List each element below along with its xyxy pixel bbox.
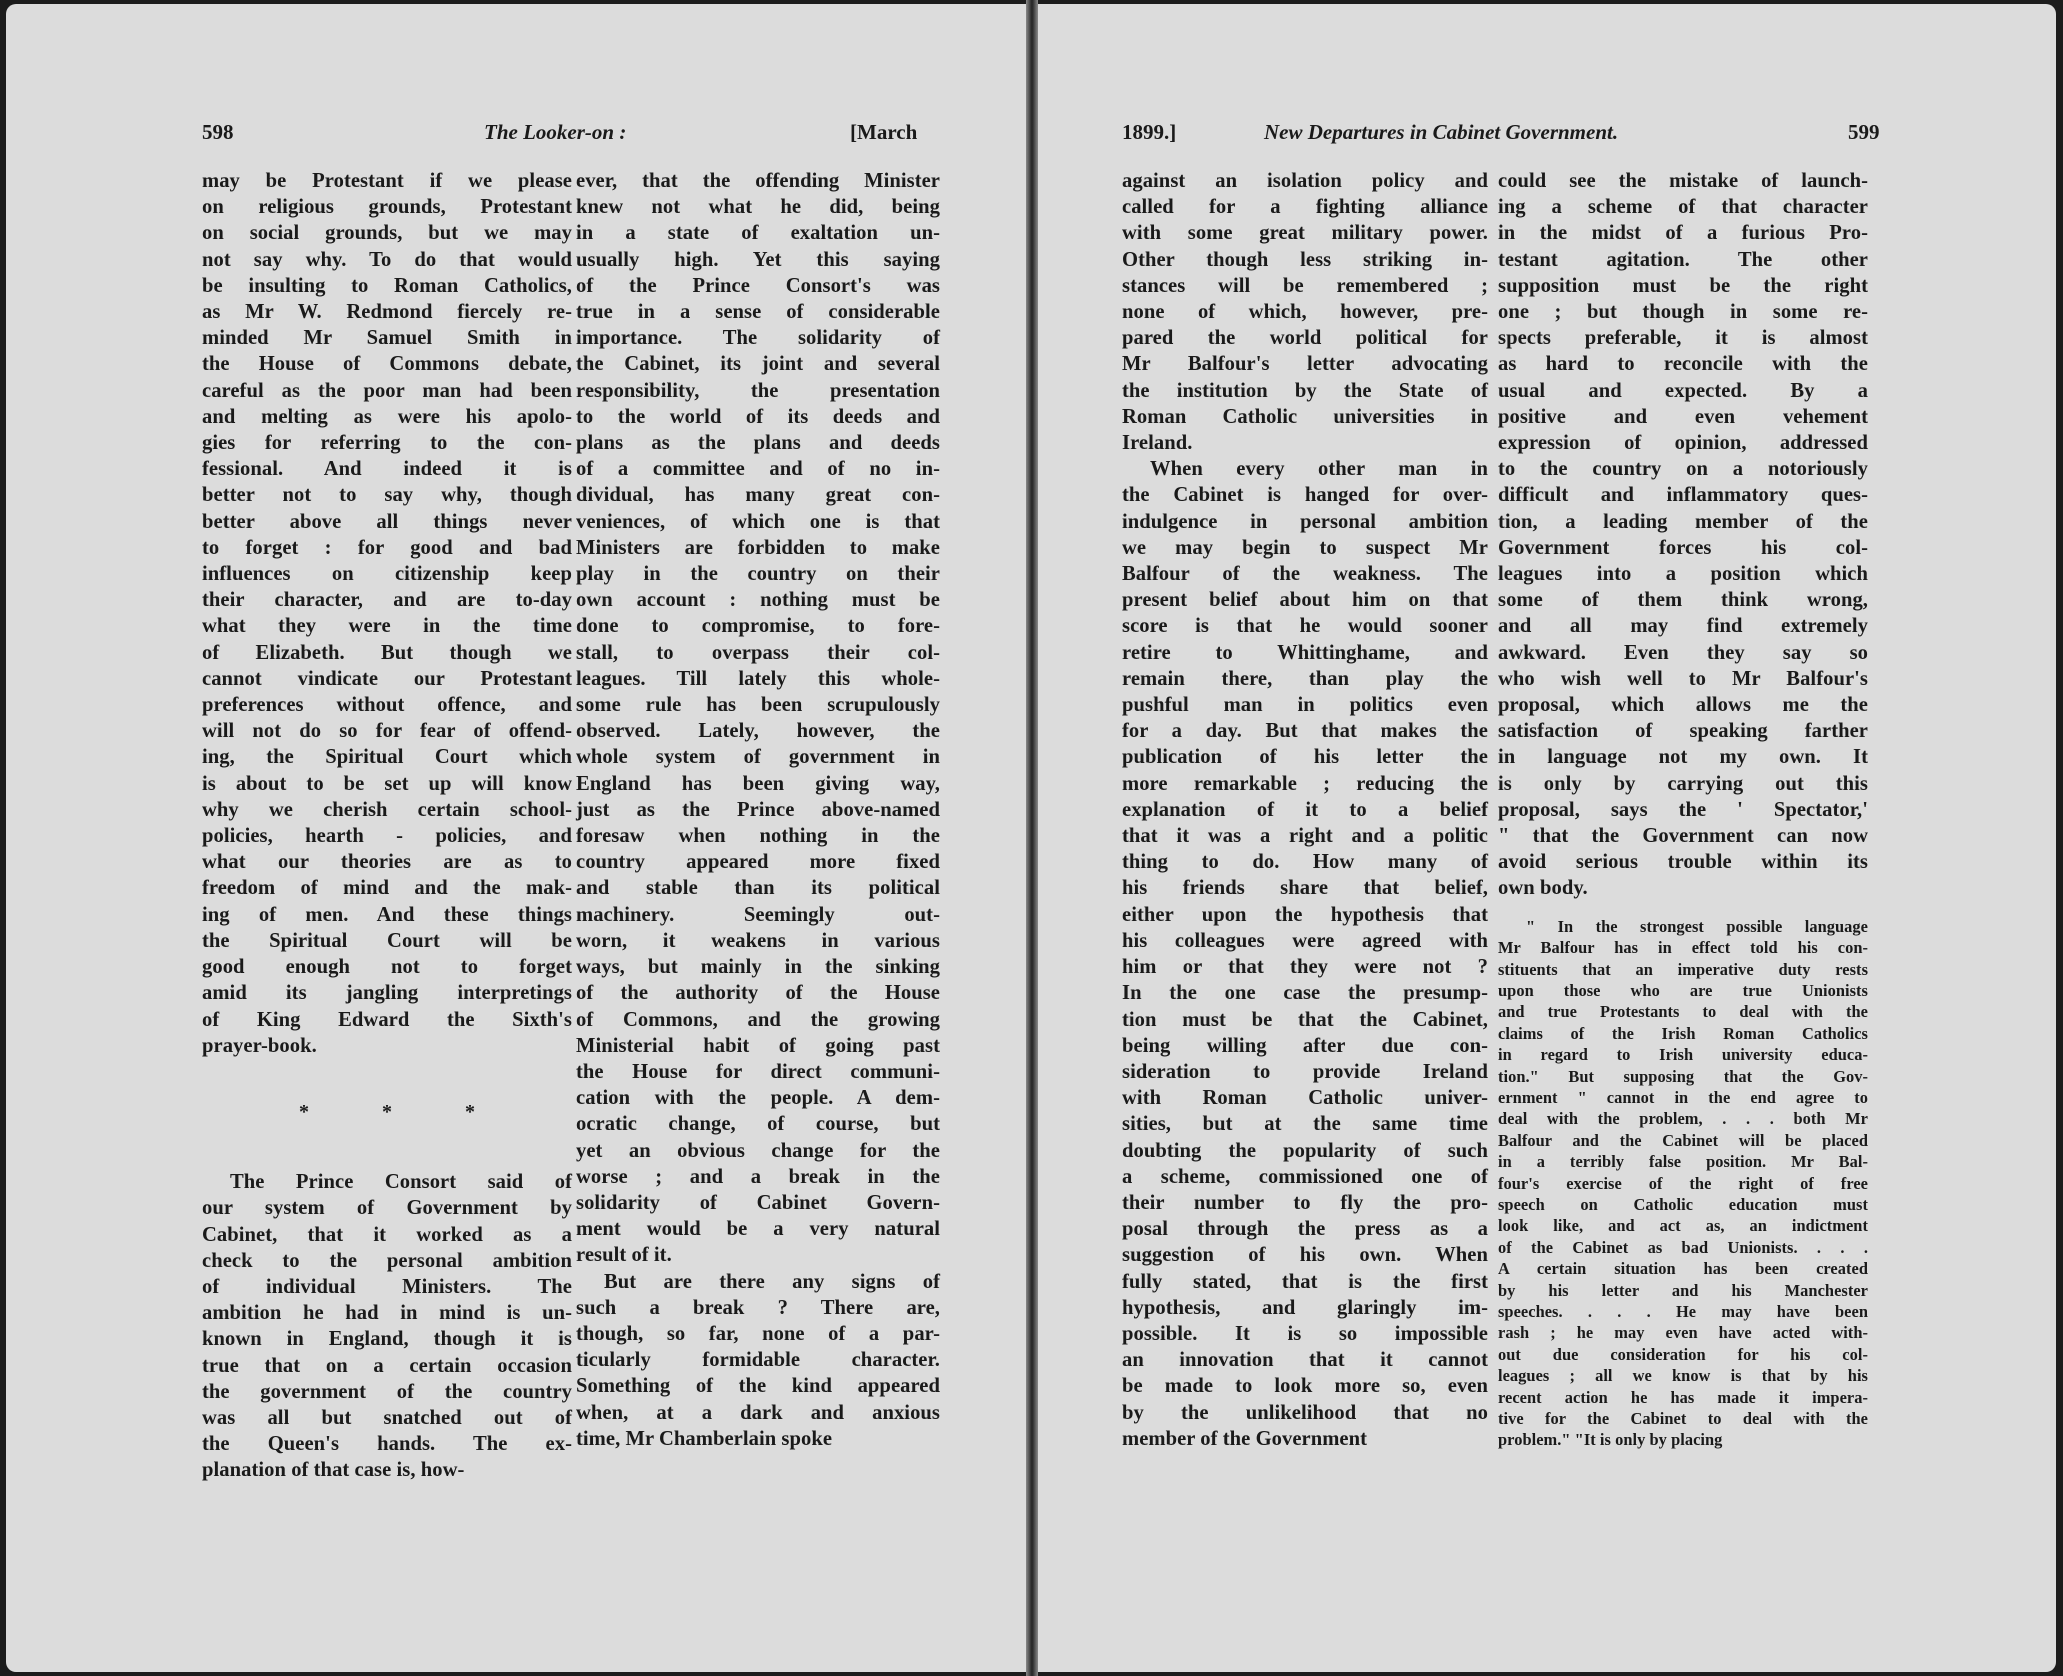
text-line: worse ; and a break in the xyxy=(576,1165,940,1188)
text-line: of Elizabeth. But though we xyxy=(202,641,572,664)
text-line: ing, the Spiritual Court which xyxy=(202,746,572,769)
text-line: look like, and act as, an indictment xyxy=(1498,1216,1868,1236)
text-line: will not do so for fear of offend- xyxy=(202,720,572,743)
text-line: to forget : for good and bad xyxy=(202,536,572,559)
text-line: some rule has been scrupulously xyxy=(576,694,940,717)
text-line: his friends share that belief, xyxy=(1122,877,1488,900)
text-line: " that the Government can now xyxy=(1498,825,1868,848)
text-line: speech on Catholic education must xyxy=(1498,1194,1868,1214)
text-line: In the one case the presump- xyxy=(1122,982,1488,1005)
text-line: suggestion of his own. When xyxy=(1122,1244,1488,1267)
text-line: leagues ; all we know is that by his xyxy=(1498,1366,1868,1386)
text-line: in a terribly false position. Mr Bal- xyxy=(1498,1152,1868,1172)
text-line: foresaw when nothing in the xyxy=(576,825,940,848)
text-line: ocratic change, of course, but xyxy=(576,1113,940,1136)
left-page-header xyxy=(202,120,938,150)
right-page xyxy=(1038,4,2056,1672)
text-line: fully stated, that is the first xyxy=(1122,1270,1488,1293)
text-line: gies for referring to the con- xyxy=(202,432,572,455)
text-line: plans as the plans and deeds xyxy=(576,432,940,455)
paragraph xyxy=(202,168,572,1059)
text-line: supposition must be the right xyxy=(1498,274,1868,297)
text-line: claims of the Irish Roman Catholics xyxy=(1498,1023,1868,1043)
text-line: But are there any signs of xyxy=(604,1270,940,1293)
text-line: and melting as were his apolo- xyxy=(202,405,572,428)
block-quote xyxy=(1498,916,1868,1451)
text-line: Ireland. xyxy=(1122,432,1193,455)
text-line: the House of Commons debate, xyxy=(202,353,572,376)
text-line: pared the world political for xyxy=(1122,327,1488,350)
text-line: tive for the Cabinet to deal with the xyxy=(1498,1409,1868,1429)
text-line: minded Mr Samuel Smith in xyxy=(202,327,572,350)
text-line: tion must be that the Cabinet, xyxy=(1122,1008,1488,1031)
text-line: remain there, than play the xyxy=(1122,667,1488,690)
text-line: cation with the people. A dem- xyxy=(576,1087,940,1110)
text-line: ambition he had in mind is un- xyxy=(202,1302,572,1325)
text-line: pushful man in politics even xyxy=(1122,694,1488,717)
section-label: [March xyxy=(850,120,918,144)
text-line: is only by carrying out this xyxy=(1498,772,1868,795)
text-line: own account : nothing must be xyxy=(576,589,940,612)
paragraph xyxy=(576,1269,940,1452)
text-line: amid its jangling interpretings xyxy=(202,982,572,1005)
text-line: who wish well to Mr Balfour's xyxy=(1498,667,1868,690)
text-line: The Prince Consort said of xyxy=(230,1171,572,1194)
text-line: veniences, of which one is that xyxy=(576,510,940,533)
text-line: indulgence in personal ambition xyxy=(1122,510,1488,533)
text-line: positive and even vehement xyxy=(1498,405,1868,428)
text-line: may be Protestant if we please xyxy=(202,170,572,192)
text-line: rash ; he may even have acted with- xyxy=(1498,1323,1868,1343)
text-line: possible. It is so impossible xyxy=(1122,1322,1488,1345)
text-line: expression of opinion, addressed xyxy=(1498,432,1868,455)
right-column-1 xyxy=(1122,168,1488,1452)
text-line: ever, that the offending Minister xyxy=(576,170,940,192)
text-line: just as the Prince above-named xyxy=(576,798,940,821)
text-line: the Spiritual Court will be xyxy=(202,929,572,952)
text-line: knew not what he did, being xyxy=(576,196,940,219)
text-line: what our theories are as to xyxy=(202,851,572,874)
text-line: leagues into a position which xyxy=(1498,563,1868,586)
text-line: score is that he would sooner xyxy=(1122,615,1488,638)
text-line: tion." But supposing that the Gov- xyxy=(1498,1066,1868,1086)
text-line: sities, but at the same time xyxy=(1122,1113,1488,1136)
text-line: " In the strongest possible language xyxy=(1526,916,1868,936)
text-line: Mr Balfour's letter advocating xyxy=(1122,353,1488,376)
text-line: the Queen's hands. The ex- xyxy=(202,1433,572,1456)
text-line: of the Prince Consort's was xyxy=(576,274,940,297)
text-line: fessional. And indeed it is xyxy=(202,458,572,481)
text-line: freedom of mind and the mak- xyxy=(202,877,572,900)
text-line: Ministers are forbidden to make xyxy=(576,536,940,559)
text-line: sideration to provide Ireland xyxy=(1122,1060,1488,1083)
text-line: is about to be set up will know xyxy=(202,772,572,795)
section-separator: * * * xyxy=(299,1100,509,1123)
text-line: true that on a certain occasion xyxy=(202,1354,572,1377)
text-line: play in the country on their xyxy=(576,563,940,586)
text-line: in a state of exaltation un- xyxy=(576,222,940,245)
text-line: true in a sense of considerable xyxy=(576,301,940,324)
text-line: speeches. . . . He may have been xyxy=(1498,1302,1868,1321)
right-page-header xyxy=(1122,120,1896,150)
text-line: thing to do. How many of xyxy=(1122,851,1488,874)
text-line: difficult and inflammatory ques- xyxy=(1498,484,1868,507)
text-line: to the world of its deeds and xyxy=(576,405,940,428)
text-line: yet an obvious change for the xyxy=(576,1139,940,1162)
text-line: our system of Government by xyxy=(202,1197,572,1220)
text-line: one ; but though in some re- xyxy=(1498,301,1868,324)
text-line: observed. Lately, however, the xyxy=(576,720,940,743)
left-column-2 xyxy=(576,168,940,1452)
text-line: their number to fly the pro- xyxy=(1122,1191,1488,1214)
text-line: stances will be remembered ; xyxy=(1122,274,1488,297)
text-line: influences on citizenship keep xyxy=(202,563,572,586)
text-line: proposal, says the ' Spectator,' xyxy=(1498,798,1868,821)
paragraph xyxy=(1122,168,1488,456)
text-line: When every other man in xyxy=(1150,458,1488,481)
left-column-1 xyxy=(202,168,572,1484)
text-line: more remarkable ; reducing the xyxy=(1122,772,1488,795)
text-line: usually high. Yet this saying xyxy=(576,248,940,271)
text-line: when, at a dark and anxious xyxy=(576,1401,940,1424)
text-line: that it was a right and a politic xyxy=(1122,825,1488,848)
text-line: retire to Whittinghame, and xyxy=(1122,641,1488,664)
text-line: on social grounds, but we may xyxy=(202,222,572,245)
text-line: was all but snatched out of xyxy=(202,1406,572,1429)
text-line: ing a scheme of that character xyxy=(1498,196,1868,219)
left-page xyxy=(6,4,1026,1672)
text-line: by his letter and his Manchester xyxy=(1498,1280,1868,1300)
text-line: testant agitation. The other xyxy=(1498,248,1868,271)
text-line: his colleagues were agreed with xyxy=(1122,929,1488,952)
text-line: satisfaction of speaking farther xyxy=(1498,720,1868,743)
text-line: him or that they were not ? xyxy=(1122,956,1488,979)
text-line: we may begin to suspect Mr xyxy=(1122,536,1488,559)
text-line: for a day. But that makes the xyxy=(1122,720,1488,743)
text-line: what they were in the time xyxy=(202,615,572,638)
text-line: deal with the problem, . . . both Mr xyxy=(1498,1109,1868,1129)
text-line: avoid serious trouble within its xyxy=(1498,851,1868,874)
text-line: A certain situation has been created xyxy=(1498,1259,1868,1279)
text-line: their character, and are to-day xyxy=(202,589,572,612)
page-number: 598 xyxy=(202,120,234,144)
text-line: present belief about him on that xyxy=(1122,589,1488,612)
text-line: tion, a leading member of the xyxy=(1498,510,1868,533)
text-line: in the midst of a furious Pro- xyxy=(1498,222,1868,245)
paragraph xyxy=(202,1169,572,1483)
text-line: an innovation that it cannot xyxy=(1122,1349,1488,1372)
text-line: good enough not to forget xyxy=(202,956,572,979)
book-gutter xyxy=(1026,0,1038,1676)
text-line: on religious grounds, Protestant xyxy=(202,196,572,219)
text-line: ernment " cannot in the end agree to xyxy=(1498,1087,1868,1107)
text-line: by the unlikelihood that no xyxy=(1122,1401,1488,1424)
text-line: result of it. xyxy=(576,1244,672,1267)
text-line: doubting the popularity of such xyxy=(1122,1139,1488,1162)
text-line: as Mr W. Redmond fiercely re- xyxy=(202,301,572,324)
text-line: importance. The solidarity of xyxy=(576,327,940,350)
text-line: problem." "It is only by placing xyxy=(1498,1430,1723,1450)
text-line: England has been giving way, xyxy=(576,772,940,795)
paragraph xyxy=(1498,168,1868,902)
text-line: be made to look more so, even xyxy=(1122,1375,1488,1398)
text-line: policies, hearth - policies, and xyxy=(202,825,572,848)
running-title: New Departures in Cabinet Government. xyxy=(1264,120,1619,144)
text-line: publication of his letter the xyxy=(1122,746,1488,769)
text-line: Balfour and the Cabinet will be placed xyxy=(1498,1130,1868,1150)
paragraph xyxy=(1122,456,1488,1452)
text-line: being willing after due con- xyxy=(1122,1034,1488,1057)
text-line: of a committee and of no in- xyxy=(576,458,940,481)
text-line: the institution by the State of xyxy=(1122,379,1488,402)
text-line: planation of that case is, how- xyxy=(202,1459,465,1482)
text-line: Ministerial habit of going past xyxy=(576,1034,940,1057)
text-line: proposal, which allows me the xyxy=(1498,694,1868,717)
text-line: ways, but mainly in the sinking xyxy=(576,956,940,979)
text-line: why we cherish certain school- xyxy=(202,798,572,821)
text-line: be insulting to Roman Catholics, xyxy=(202,274,572,297)
text-line: as hard to reconcile with the xyxy=(1498,353,1868,376)
text-line: not say why. To do that would xyxy=(202,248,572,271)
text-line: leagues. Till lately this whole- xyxy=(576,667,940,690)
text-line: hypothesis, and glaringly im- xyxy=(1122,1296,1488,1319)
text-line: the Cabinet, its joint and several xyxy=(576,353,940,376)
text-line: Other though less striking in- xyxy=(1122,248,1488,271)
text-line: Roman Catholic universities in xyxy=(1122,405,1488,428)
text-line: member of the Government xyxy=(1122,1427,1368,1450)
text-line: to the country on a notoriously xyxy=(1498,458,1868,481)
text-line: a scheme, commissioned one of xyxy=(1122,1165,1488,1188)
text-line: Cabinet, that it worked as a xyxy=(202,1223,572,1246)
text-line: of Commons, and the growing xyxy=(576,1008,940,1031)
text-line: explanation of it to a belief xyxy=(1122,798,1488,821)
text-line: Something of the kind appeared xyxy=(576,1375,940,1398)
text-line: could see the mistake of launch- xyxy=(1498,170,1868,192)
text-line: and true Protestants to deal with the xyxy=(1498,1002,1868,1022)
text-line: worn, it weakens in various xyxy=(576,929,940,952)
text-line: spects preferable, it is almost xyxy=(1498,327,1868,350)
text-line: Mr Balfour has in effect told his con- xyxy=(1498,938,1868,958)
text-line: some of them think wrong, xyxy=(1498,589,1868,612)
text-line: country appeared more fixed xyxy=(576,851,940,874)
text-line: recent action he has made it impera- xyxy=(1498,1387,1868,1407)
right-column-2 xyxy=(1498,168,1868,1451)
text-line: Government forces his col- xyxy=(1498,536,1868,559)
paragraph xyxy=(576,168,940,1269)
text-line: machinery. Seemingly out- xyxy=(576,903,940,926)
text-line: of King Edward the Sixth's xyxy=(202,1008,572,1031)
text-line: whole system of government in xyxy=(576,746,940,769)
text-line: in language not my own. It xyxy=(1498,746,1868,769)
text-line: out due consideration for his col- xyxy=(1498,1344,1868,1364)
page-number: 599 xyxy=(1848,120,1880,144)
text-line: none of which, however, pre- xyxy=(1122,301,1488,324)
text-line: stall, to overpass their col- xyxy=(576,641,940,664)
text-line: known in England, though it is xyxy=(202,1328,572,1351)
text-line: responsibility, the presentation xyxy=(576,379,940,402)
text-line: preferences without offence, and xyxy=(202,694,572,717)
text-line: of the authority of the House xyxy=(576,982,940,1005)
text-line: against an isolation policy and xyxy=(1122,170,1488,192)
text-line: awkward. Even they say so xyxy=(1498,641,1868,664)
text-line: called for a fighting alliance xyxy=(1122,196,1488,219)
text-line: the Cabinet is hanged for over- xyxy=(1122,484,1488,507)
text-line: in regard to Irish university educa- xyxy=(1498,1045,1868,1065)
text-line: of the Cabinet as bad Unionists. . . . xyxy=(1498,1237,1868,1257)
text-line: careful as the poor man had been xyxy=(202,379,572,402)
text-line: though, so far, none of a par- xyxy=(576,1322,940,1345)
text-line: own body. xyxy=(1498,877,1588,900)
text-line: done to compromise, to fore- xyxy=(576,615,940,638)
text-line: cannot vindicate our Protestant xyxy=(202,667,572,690)
text-line: with some great military power. xyxy=(1122,222,1488,245)
text-line: four's exercise of the right of free xyxy=(1498,1173,1868,1193)
year-label: 1899.] xyxy=(1122,120,1177,144)
text-line: solidarity of Cabinet Govern- xyxy=(576,1191,940,1214)
text-line: posal through the press as a xyxy=(1122,1218,1488,1241)
text-line: either upon the hypothesis that xyxy=(1122,903,1488,926)
text-line: ment would be a very natural xyxy=(576,1218,940,1241)
text-line: Balfour of the weakness. The xyxy=(1122,563,1488,586)
running-title: The Looker-on : xyxy=(484,120,627,144)
text-line: the House for direct communi- xyxy=(576,1060,940,1083)
text-line: check to the personal ambition xyxy=(202,1249,572,1272)
text-line: upon those who are true Unionists xyxy=(1498,980,1868,1000)
text-line: dividual, has many great con- xyxy=(576,484,940,507)
text-line: and all may find extremely xyxy=(1498,615,1868,638)
text-line: and stable than its political xyxy=(576,877,940,900)
text-line: such a break ? There are, xyxy=(576,1296,940,1319)
text-line: ing of men. And these things xyxy=(202,903,572,926)
text-line: with Roman Catholic univer- xyxy=(1122,1087,1488,1110)
text-line: the government of the country xyxy=(202,1380,572,1403)
text-line: prayer-book. xyxy=(202,1034,317,1057)
text-line: usual and expected. By a xyxy=(1498,379,1868,402)
text-line: of individual Ministers. The xyxy=(202,1275,572,1298)
text-line: time, Mr Chamberlain spoke xyxy=(576,1427,833,1450)
text-line: stituents that an imperative duty rests xyxy=(1498,959,1868,979)
text-line: better above all things never xyxy=(202,510,572,533)
text-line: better not to say why, though xyxy=(202,484,572,507)
text-line: ticularly formidable character. xyxy=(576,1349,940,1372)
